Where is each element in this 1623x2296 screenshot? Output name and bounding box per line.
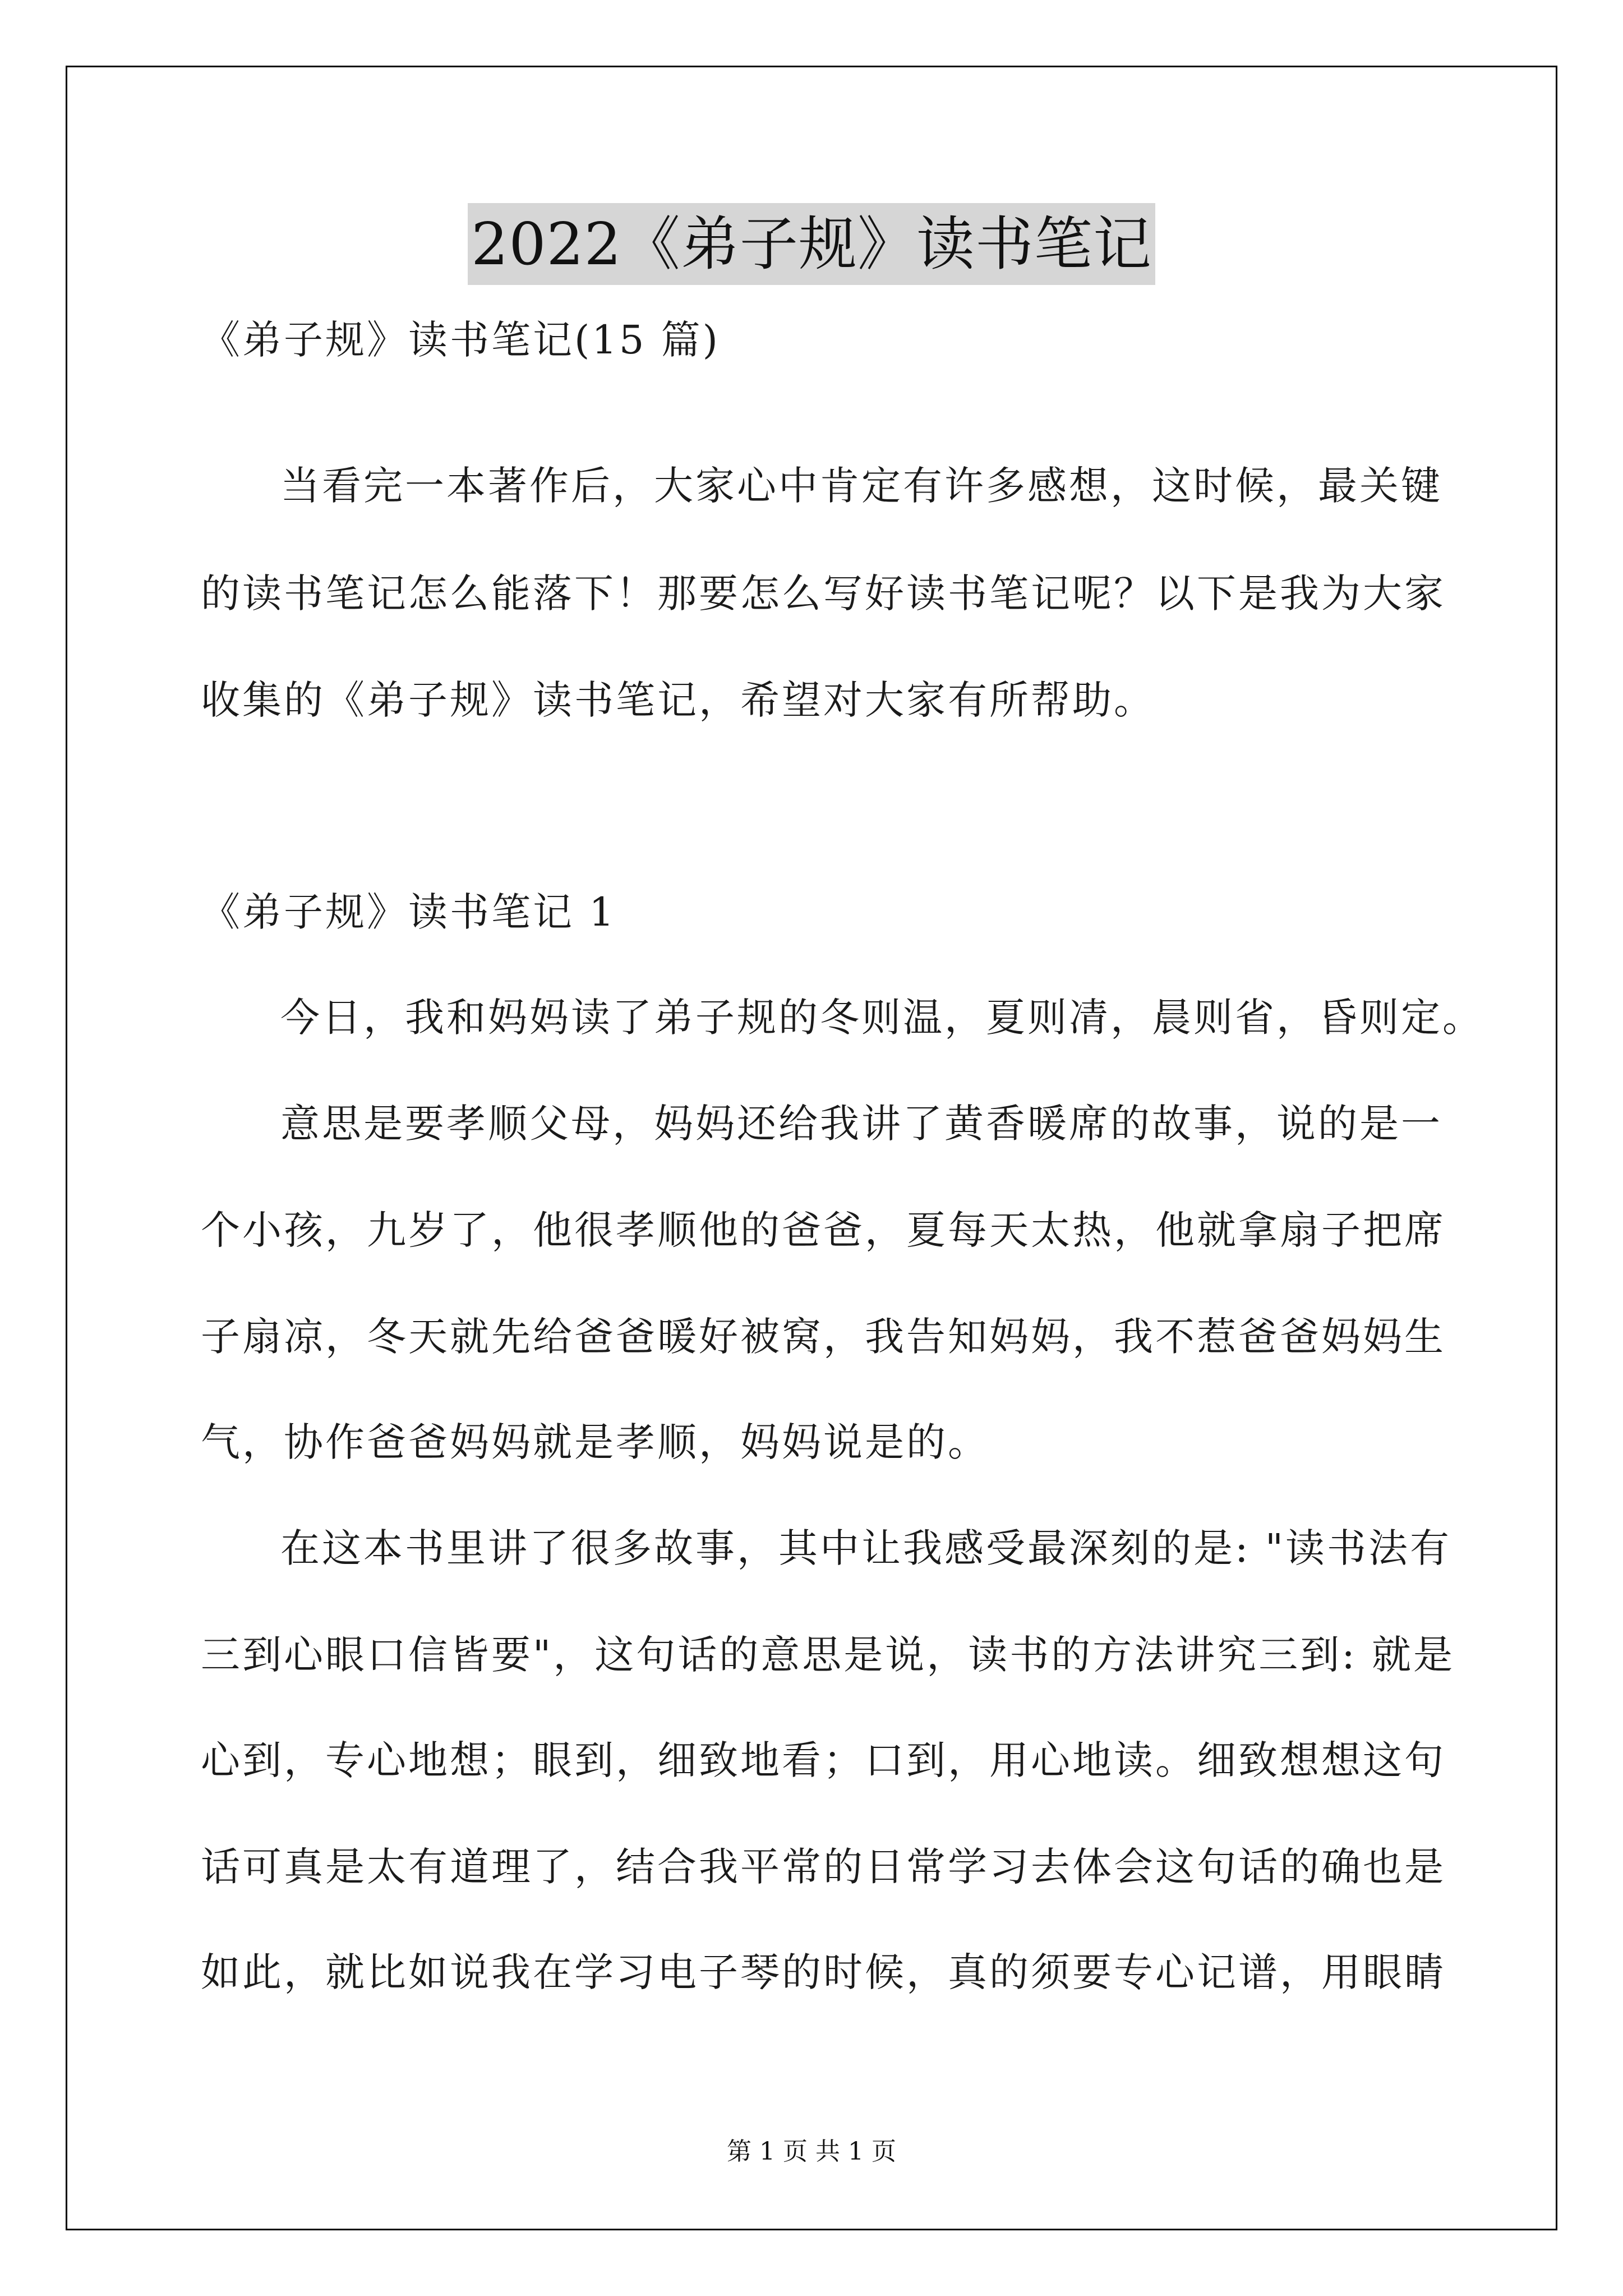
intro-line: 的读书笔记怎么能落下！那要怎么写好读书笔记呢？以下是我为大家: [201, 570, 1446, 616]
body-line: 今日，我和妈妈读了弟子规的冬则温，夏则凊，晨则省，昏则定。: [280, 995, 1484, 1041]
document-title: 2022《弟子规》读书笔记: [468, 203, 1155, 285]
document-subtitle: 《弟子规》读书笔记(15 篇): [201, 317, 720, 363]
page-footer: 第 1 页 共 1 页: [727, 2137, 896, 2166]
section-heading: 《弟子规》读书笔记 1: [201, 889, 616, 935]
body-line: 气，协作爸爸妈妈就是孝顺，妈妈说是的。: [201, 1419, 989, 1465]
body-line: 话可真是太有道理了，结合我平常的日常学习去体会这句话的确也是: [201, 1844, 1446, 1890]
body-line: 意思是要孝顺父母，妈妈还给我讲了黄香暖席的故事，说的是一: [280, 1101, 1442, 1147]
intro-line: 当看完一本著作后，大家心中肯定有许多感想，这时候，最关键: [280, 463, 1442, 509]
body-line: 三到心眼口信皆要"，这句话的意思是说，读书的方法讲究三到: 就是: [201, 1632, 1455, 1678]
body-line: 如此，就比如说我在学习电子琴的时候，真的须要专心记谱，用眼睛: [201, 1949, 1446, 1995]
intro-line: 收集的《弟子规》读书笔记，希望对大家有所帮助。: [201, 677, 1155, 723]
body-line: 子扇凉，冬天就先给爸爸暖好被窝，我告知妈妈，我不惹爸爸妈妈生: [201, 1314, 1446, 1360]
body-line: 心到，专心地想；眼到，细致地看；口到，用心地读。细致想想这句: [201, 1737, 1446, 1783]
title-container: [0, 203, 1623, 285]
body-line: 个小孩，九岁了，他很孝顺他的爸爸，夏每天太热，他就拿扇子把席: [201, 1207, 1446, 1253]
body-line: 在这本书里讲了很多故事，其中让我感受最深刻的是: "读书法有: [280, 1525, 1452, 1571]
